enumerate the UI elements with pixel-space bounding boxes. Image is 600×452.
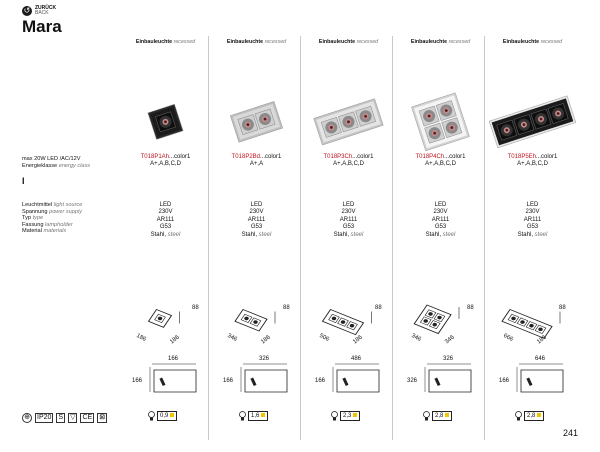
spec-light-source: LED	[434, 202, 447, 208]
energy-consumption: 2,8	[432, 411, 452, 421]
energy-badge	[331, 411, 360, 421]
dim-height: 88	[375, 305, 382, 311]
lamp-type-symbol: I	[22, 176, 25, 186]
energy-consumption: 2,3	[340, 411, 360, 421]
energy-badge	[515, 411, 544, 421]
dimension-figure	[209, 291, 304, 361]
cutout-height: 326	[407, 378, 418, 384]
spec-lampholder: G53	[250, 224, 263, 231]
page-number: 241	[562, 428, 578, 438]
spec-voltage: 230V	[158, 209, 173, 216]
spec-light-source: LED	[159, 202, 172, 208]
spec-type: AR111	[431, 216, 450, 223]
energy-badge	[148, 411, 177, 421]
power-label: max 20W LED /AC/12V	[22, 156, 81, 162]
cutout-height: 166	[223, 378, 234, 384]
cutout-width: 326	[259, 356, 270, 362]
dimension-figure	[118, 291, 213, 361]
cutout-width: 166	[168, 356, 179, 362]
dimension-drawing	[301, 291, 396, 361]
spec-lampholder: G53	[159, 224, 172, 231]
spec-voltage: 230V	[525, 209, 540, 216]
bulb-icon	[331, 411, 338, 421]
energy-label: Energieklasse energy class	[22, 162, 91, 169]
dim-width: 186	[169, 334, 181, 346]
dim-height: 88	[283, 305, 290, 311]
cutout-figure	[393, 358, 488, 398]
product-code	[485, 154, 580, 168]
product-column	[300, 36, 395, 440]
back-button[interactable]	[22, 6, 56, 16]
energy-classes: A+,A,B,C,D	[333, 161, 364, 167]
spec-light-source: LED	[342, 202, 355, 208]
column-heading: Einbauleuchte recessed	[410, 39, 471, 45]
energy-consumption: 1,6	[248, 411, 268, 421]
energy-classes: A+,A,B,C,D	[425, 161, 456, 167]
spec-material: Stahl, steel	[517, 231, 548, 238]
spec-voltage: 230V	[341, 209, 356, 216]
cutout-height: 166	[132, 378, 143, 384]
spec-values	[118, 202, 213, 239]
cutout-figure	[485, 358, 580, 398]
product-code-suffix: ...color1	[444, 154, 466, 160]
spec-light-source: LED	[526, 202, 539, 208]
dim-length: 346	[226, 333, 238, 343]
safety-class-icon: S	[58, 414, 64, 421]
spec-type: AR111	[523, 216, 542, 223]
spec-material: Stahl, steel	[425, 231, 456, 238]
ground-icon: ⊕	[22, 413, 32, 423]
bulb-icon	[423, 411, 430, 421]
spec-values	[301, 202, 396, 239]
energy-badge	[423, 411, 452, 421]
dim-height: 88	[559, 305, 566, 311]
energy-classes: A+,A	[249, 161, 264, 167]
dim-length: 506	[318, 333, 330, 343]
column-heading: Einbauleuchte recessed	[502, 39, 563, 45]
weee-icon: ⊠	[99, 414, 106, 421]
spec-label-4: Material materials	[22, 228, 67, 234]
back-label: ZURÜCK	[35, 5, 57, 11]
product-code-suffix: ...color1	[169, 154, 191, 160]
cutout-width: 646	[535, 356, 546, 362]
dim-length: 666	[502, 333, 514, 343]
spec-values	[209, 202, 304, 239]
ce-mark-icon: CE	[82, 414, 93, 421]
spec-material: Stahl, steel	[150, 231, 181, 238]
energy-consumption: 0,9	[157, 411, 177, 421]
spec-lampholder: G53	[526, 224, 539, 231]
back-sub-label: BACK	[35, 10, 49, 16]
cutout-figure	[118, 358, 213, 398]
dimension-figure	[301, 291, 396, 361]
product-column	[208, 36, 303, 440]
dim-length: 346	[410, 333, 422, 343]
spec-label-1: Spannung power supply	[22, 208, 83, 215]
product-code-suffix: ...color1	[260, 154, 282, 160]
energy-classes: A+,A,B,C,D	[150, 161, 181, 167]
spec-lampholder: G53	[434, 224, 447, 231]
cutout-width: 486	[351, 356, 362, 362]
dimension-drawing	[485, 291, 580, 361]
product-code-id: T018P4Ch	[415, 154, 445, 160]
furniture-mount-icon: ▽	[70, 414, 76, 421]
product-code-id: T018P5Eh	[507, 154, 536, 160]
column-heading: Einbauleuchte recessed	[226, 39, 287, 45]
spec-values	[485, 202, 580, 239]
dim-length: 186	[135, 333, 147, 343]
power-labels	[22, 156, 90, 169]
spec-label-3: Fassung lampholder	[22, 221, 73, 228]
spec-values	[393, 202, 488, 239]
product-code	[301, 154, 396, 168]
dimension-figure	[485, 291, 580, 361]
product-code-id: T018P3Ch	[323, 154, 353, 160]
cutout-width: 326	[443, 356, 454, 362]
ip-rating-icon: IP20	[37, 414, 52, 421]
dimension-figure	[393, 291, 488, 361]
dim-width: 186	[260, 334, 272, 346]
product-code	[393, 154, 488, 168]
dim-height: 88	[467, 305, 474, 311]
product-column	[392, 36, 487, 440]
product-code-id: T018P2Bd	[231, 154, 260, 160]
bulb-icon	[515, 411, 522, 421]
spec-type: AR111	[156, 216, 175, 223]
cutout-figure	[209, 358, 304, 398]
product-code	[209, 154, 304, 168]
product-code-suffix: ...color1	[536, 154, 558, 160]
spec-type: AR111	[247, 216, 266, 223]
cutout-height: 166	[315, 378, 326, 384]
bulb-icon	[148, 411, 155, 421]
spec-light-source: LED	[250, 202, 263, 208]
product-code-id: T018P1Ah	[140, 154, 169, 160]
column-heading: Einbauleuchte recessed	[318, 39, 379, 45]
energy-badge	[239, 411, 268, 421]
product-column	[118, 36, 213, 440]
spec-label-0: Leuchtmittel light source	[22, 202, 83, 208]
page-title: Mara	[22, 17, 62, 36]
dim-width: 186	[352, 334, 364, 346]
energy-classes: A+,A,B,C,D	[517, 161, 548, 167]
product-code-suffix: ...color1	[352, 154, 374, 160]
dimension-drawing	[209, 291, 304, 361]
spec-voltage: 230V	[433, 209, 448, 216]
dim-height: 88	[192, 305, 199, 311]
back-arrow-icon: ↺	[23, 6, 31, 15]
cutout-height: 166	[499, 378, 510, 384]
dim-width: 186	[536, 334, 548, 346]
certification-icons	[22, 413, 107, 423]
cutout-figure	[301, 358, 396, 398]
spec-voltage: 230V	[249, 209, 264, 216]
energy-consumption: 2,8	[524, 411, 544, 421]
spec-lampholder: G53	[342, 224, 355, 231]
product-column	[484, 36, 579, 440]
spec-material: Stahl, steel	[241, 231, 272, 238]
product-code	[118, 154, 213, 168]
bulb-icon	[239, 411, 246, 421]
dim-width: 346	[444, 334, 456, 346]
spec-labels	[22, 202, 82, 235]
column-heading: Einbauleuchte recessed	[135, 39, 196, 45]
spec-type: AR111	[339, 216, 358, 223]
spec-label-2: Typ type	[22, 215, 44, 221]
dimension-drawing	[118, 291, 213, 361]
spec-material: Stahl, steel	[333, 231, 364, 238]
dimension-drawing	[393, 291, 488, 361]
